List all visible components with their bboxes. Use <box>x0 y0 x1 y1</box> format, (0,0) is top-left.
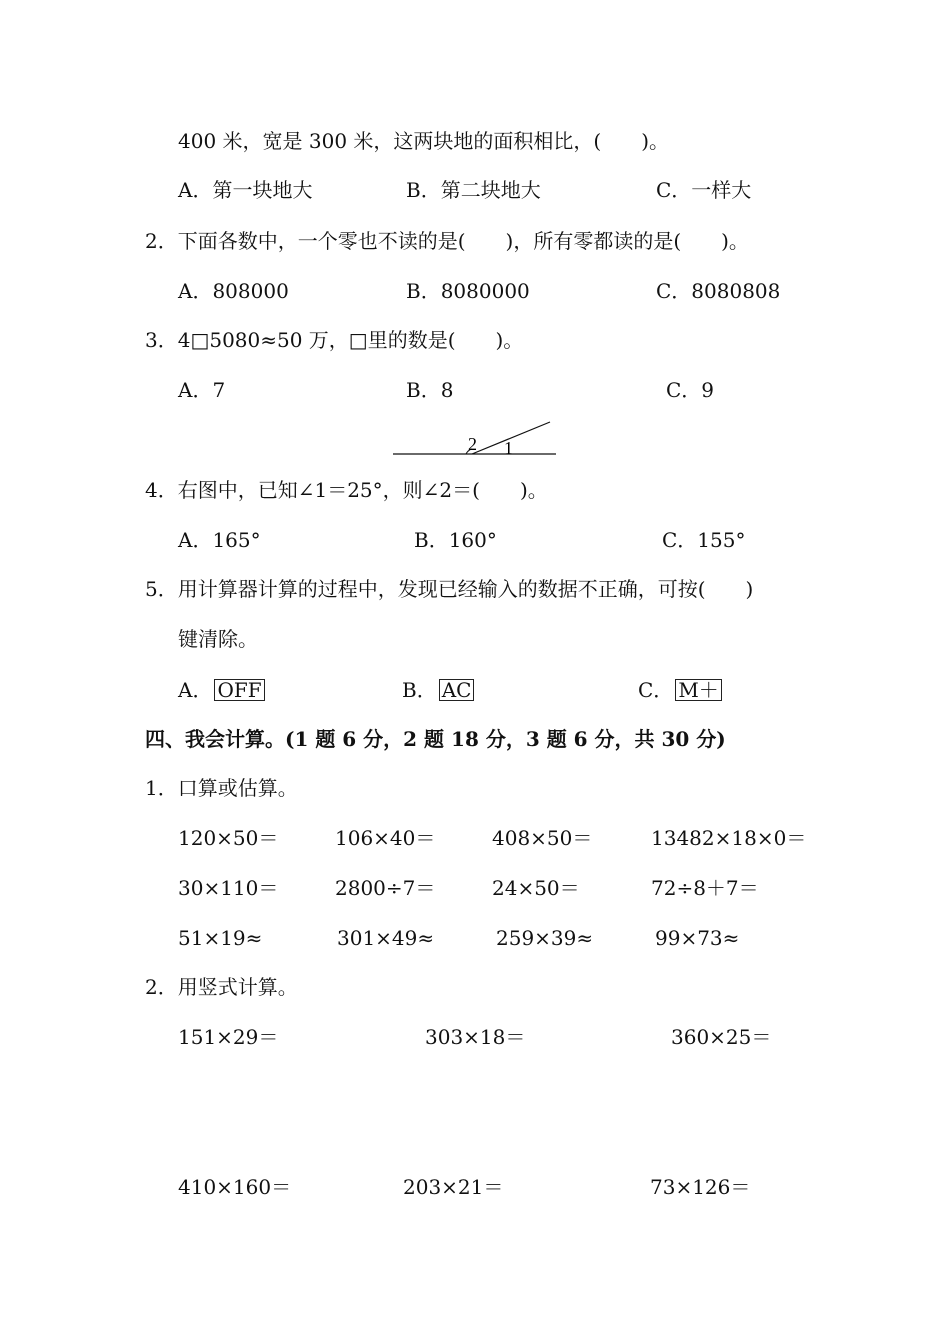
vertical-calc-item: 360×25＝ <box>671 1025 772 1049</box>
calc-item: 99×73≈ <box>655 926 740 950</box>
calc-item: 120×50＝ <box>178 826 279 850</box>
option-b: B．8 <box>406 378 454 402</box>
vertical-calc-item: 303×18＝ <box>425 1025 526 1049</box>
question-3: 3．4□5080≈50 万，□里的数是( )。 <box>145 328 524 352</box>
calc-item: 301×49≈ <box>337 926 435 950</box>
calc-item: 30×110＝ <box>178 876 279 900</box>
option-b: B．第二块地大 <box>406 178 541 202</box>
calc-item: 72÷8＋7＝ <box>651 876 759 900</box>
question-5-continuation: 键清除。 <box>178 627 258 651</box>
section-4-heading: 四、我会计算。(1 题 6 分，2 题 18 分，3 题 6 分，共 30 分) <box>145 727 726 751</box>
part-1-title: 1．口算或估算。 <box>145 776 298 800</box>
calc-item: 51×19≈ <box>178 926 263 950</box>
option-b-prefix: B． <box>402 678 437 702</box>
question-5: 5．用计算器计算的过程中，发现已经输入的数据不正确，可按( ) <box>145 577 754 601</box>
vertical-calc-item: 73×126＝ <box>650 1175 751 1199</box>
question-continuation: 400 米，宽是 300 米，这两块地的面积相比，( )。 <box>178 129 670 153</box>
question-4: 4．右图中，已知∠1＝25°，则∠2＝( )。 <box>145 478 548 502</box>
option-c: C．一样大 <box>656 178 752 202</box>
calc-item: 408×50＝ <box>492 826 593 850</box>
option-b: B．160° <box>414 528 497 552</box>
vertical-calc-item: 151×29＝ <box>178 1025 279 1049</box>
ac-key-icon: AC <box>439 679 475 701</box>
calc-item: 259×39≈ <box>496 926 594 950</box>
option-c: C．8080808 <box>656 279 781 303</box>
angle-1-label: 1 <box>504 438 513 458</box>
option-a: A．第一块地大 <box>178 178 313 202</box>
calc-item: 106×40＝ <box>335 826 436 850</box>
option-b <box>402 676 474 704</box>
option-b: B．8080000 <box>406 279 530 303</box>
m-plus-key-icon: M＋ <box>675 679 721 701</box>
calc-item: 2800÷7＝ <box>335 876 436 900</box>
angle-figure <box>388 416 563 462</box>
option-a-prefix: A． <box>178 678 213 702</box>
option-c: C．155° <box>662 528 746 552</box>
option-c-prefix: C． <box>638 678 674 702</box>
option-a: A．808000 <box>178 279 289 303</box>
option-c: C．9 <box>666 378 715 402</box>
calc-item: 24×50＝ <box>492 876 580 900</box>
part-2-title: 2．用竖式计算。 <box>145 975 298 999</box>
vertical-calc-item: 203×21＝ <box>403 1175 504 1199</box>
calc-item: 13482×18×0＝ <box>651 826 807 850</box>
option-a: A．165° <box>178 528 261 552</box>
option-a <box>178 676 265 704</box>
option-a: A．7 <box>178 378 226 402</box>
vertical-calc-item: 410×160＝ <box>178 1175 292 1199</box>
option-c <box>638 676 722 704</box>
angle-2-label: 2 <box>468 434 477 454</box>
off-key-icon: OFF <box>214 679 264 701</box>
question-2: 2．下面各数中，一个零也不读的是( )，所有零都读的是( )。 <box>145 229 749 253</box>
